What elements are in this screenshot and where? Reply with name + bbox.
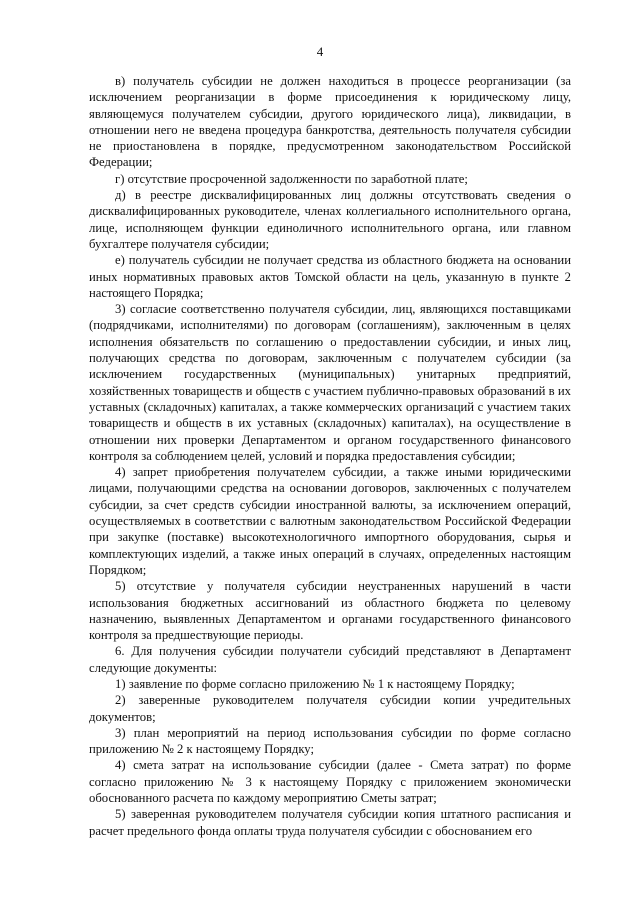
paragraph: в) получатель субсидии не должен находиться в процессе реорганизации (за исключением реорганизации в форме присоединения к юридическому лицу, являющемуся получателем субсидии, другого юридического лица), ликвидации, в отношении него не введена процедура банкротства, деятельность получателя субсидии не приостановлена в порядке, предусмотренном законодательством Российской Федерации; [89,74,571,170]
paragraph: 2) заверенные руководителем получателя субсидии копии учредительных документов; [89,693,571,724]
paragraph: е) получатель субсидии не получает средства из областного бюджета на основании иных нормативных правовых актов Томской области на цель, указанную в пункте 2 настоящего Порядка; [89,253,571,300]
paragraph: 5) отсутствие у получателя субсидии неустраненных нарушений в части использования бюджетных ассигнований из областного бюджета по целевому назначению, выявленных Департаментом и органами государственного финансового контроля за предшествующие периоды. [89,579,571,643]
paragraph: д) в реестре дисквалифицированных лиц должны отсутствовать сведения о дисквалифицированных руководителе, членах коллегиального исполнительного органа, лице, исполняющем функции единоличного исполнительного органа, или главном бухгалтере получателя субсидии; [89,188,571,251]
paragraph: 1) заявление по форме согласно приложению № 1 к настоящему Порядку; [115,676,515,691]
paragraph: 6. Для получения субсидии получатели субсидий представляют в Департамент следующие документы: [89,644,571,675]
paragraph: 4) запрет приобретения получателем субсидии, а также иными юридическими лицами, получающими средства на основании договоров, заключенных с получателем субсидии, за счет средств субсидии иностранной валюты, за исключением операций, осуществляемых в соответствии с валютным законодательством Российской Федерации при закупке (поставке) высокотехнологичного импортного оборудования, сырья и комплектующих изделий, а также иных операций в случаях, определенных настоящим Порядком; [89,465,571,577]
page-number: 4 [316,44,324,59]
paragraph: 5) заверенная руководителем получателя субсидии копия штатного расписания и расчет предельного фонда оплаты труда получателя субсидии с обоснованием его [89,807,571,838]
paragraph: г) отсутствие просроченной задолженности по заработной плате; [115,171,468,186]
paragraph: 3) план мероприятий на период использования субсидии по форме согласно приложению № 2 к настоящему Порядку; [89,725,571,757]
paragraph: 3) согласие соответственно получателя субсидии, лиц, являющихся поставщиками (подрядчиками, исполнителями) по договорам (соглашениям), заключенным в целях исполнения обязательств по соглашению о предоставлении субсидии, и иных лиц, получающих средства по договорам, заключенным с получателем субсидии (за исключением государственных (муниципальных) унитарных предприятий, хозяйственных товариществ и обществ с участием публично-правовых образований в их уставных (складочных) капиталах, а также коммерческих организаций с участием таких товариществ и обществ в их уставных (складочных) капиталах), на осуществление в отношении них проверки Департаментом и органом государственного финансового контроля за соблюдением целей, условий и порядка предоставления субсидии; [89,302,571,463]
document-body [89,73,571,839]
paragraph: 4) смета затрат на использование субсидии (далее - Смета затрат) по форме согласно приложению № 3 к настоящему Порядку с приложением экономически обоснованного расчета по каждому мероприятию Сметы затрат; [89,758,571,806]
